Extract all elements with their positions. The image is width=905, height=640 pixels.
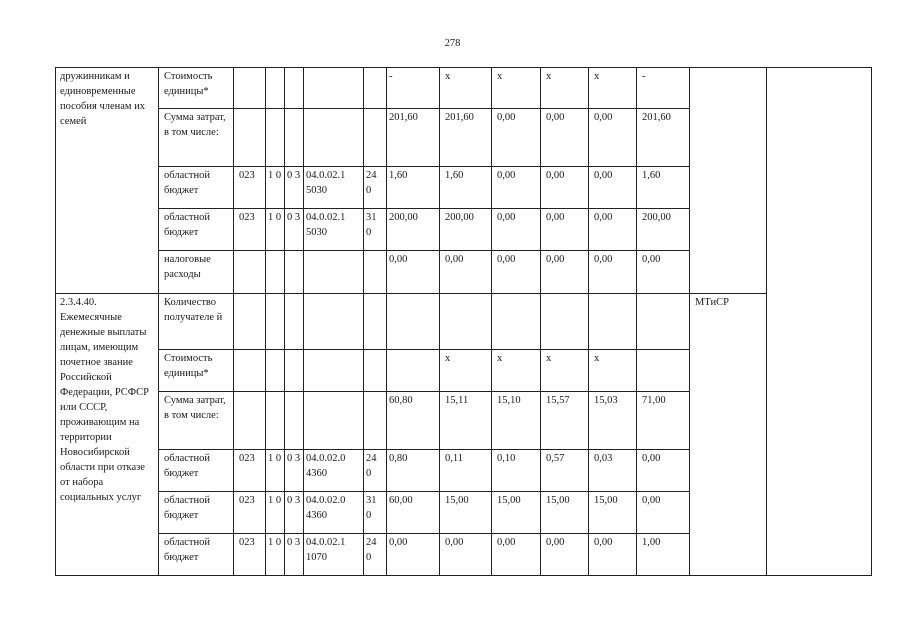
target-article-cell [304, 392, 364, 450]
year2-cell: 0,00 [492, 167, 541, 209]
year5-cell: 1,00 [637, 534, 690, 576]
indicator-cell: областной бюджет [159, 534, 234, 576]
year2-cell: x [492, 350, 541, 392]
subsection-cell: 0 3 [285, 492, 304, 534]
indicator-cell: Сумма затрат, в том числе: [159, 109, 234, 167]
indicator-cell: налоговые расходы [159, 251, 234, 294]
expense-type-cell: 24 0 [364, 450, 387, 492]
year3-cell: 0,00 [541, 251, 589, 294]
subsection-cell [285, 251, 304, 294]
year2-cell: 15,00 [492, 492, 541, 534]
year2-cell: 0,00 [492, 251, 541, 294]
year1-cell: 0,00 [440, 251, 492, 294]
total-cell [387, 294, 440, 350]
year3-cell: 15,00 [541, 492, 589, 534]
year3-cell: 0,57 [541, 450, 589, 492]
year3-cell: 0,00 [541, 109, 589, 167]
year4-cell: 0,00 [589, 534, 637, 576]
table-row [56, 68, 872, 109]
total-cell: 201,60 [387, 109, 440, 167]
indicator-cell: областной бюджет [159, 209, 234, 251]
year5-cell: 200,00 [637, 209, 690, 251]
expense-type-cell [364, 294, 387, 350]
year1-cell: 200,00 [440, 209, 492, 251]
year1-cell [440, 294, 492, 350]
year5-cell [637, 350, 690, 392]
grbs-cell [234, 294, 266, 350]
measure-name-cell: дружинникам и единовременные пособия членам их семей [56, 68, 159, 294]
year4-cell: x [589, 68, 637, 109]
year2-cell: 0,10 [492, 450, 541, 492]
table-body [56, 68, 872, 576]
grbs-cell: 023 [234, 209, 266, 251]
grbs-cell [234, 350, 266, 392]
year1-cell: 1,60 [440, 167, 492, 209]
year2-cell: x [492, 68, 541, 109]
subsection-cell [285, 392, 304, 450]
total-cell [387, 350, 440, 392]
year3-cell: 0,00 [541, 209, 589, 251]
year1-cell: 201,60 [440, 109, 492, 167]
total-cell: 0,80 [387, 450, 440, 492]
year5-cell [637, 294, 690, 350]
section-cell [266, 109, 285, 167]
subsection-cell: 0 3 [285, 167, 304, 209]
year4-cell: 0,00 [589, 109, 637, 167]
year3-cell: 15,57 [541, 392, 589, 450]
measure-name-cell: 2.3.4.40. Ежемесячные денежные выплаты лицам, имеющим почетное звание Российской Федерации, РСФСР или СССР, проживающим на территории Новосибирской области при отказе от набора социальных услуг [56, 294, 159, 576]
year1-cell: x [440, 68, 492, 109]
year5-cell: 71,00 [637, 392, 690, 450]
grbs-cell [234, 68, 266, 109]
year3-cell: 0,00 [541, 534, 589, 576]
target-article-cell: 04.0.02.0 4360 [304, 492, 364, 534]
target-article-cell [304, 109, 364, 167]
expense-type-cell [364, 392, 387, 450]
indicator-cell: Количество получателе й [159, 294, 234, 350]
subsection-cell: 0 3 [285, 534, 304, 576]
year2-cell: 15,10 [492, 392, 541, 450]
indicator-cell: Стоимость единицы* [159, 68, 234, 109]
grbs-cell: 023 [234, 534, 266, 576]
year3-cell: x [541, 350, 589, 392]
indicator-cell: Стоимость единицы* [159, 350, 234, 392]
year5-cell: - [637, 68, 690, 109]
grbs-cell [234, 392, 266, 450]
expense-type-cell [364, 251, 387, 294]
year1-cell: 0,00 [440, 534, 492, 576]
expense-type-cell [364, 68, 387, 109]
year4-cell: 15,00 [589, 492, 637, 534]
total-cell: 1,60 [387, 167, 440, 209]
year1-cell: 15,00 [440, 492, 492, 534]
year5-cell: 1,60 [637, 167, 690, 209]
indicator-cell: Сумма затрат, в том числе: [159, 392, 234, 450]
target-article-cell [304, 294, 364, 350]
year4-cell [589, 294, 637, 350]
subsection-cell [285, 68, 304, 109]
expense-type-cell [364, 109, 387, 167]
indicator-cell: областной бюджет [159, 167, 234, 209]
year5-cell: 0,00 [637, 492, 690, 534]
grbs-cell: 023 [234, 492, 266, 534]
section-cell [266, 294, 285, 350]
year1-cell: x [440, 350, 492, 392]
subsection-cell [285, 350, 304, 392]
indicator-cell: областной бюджет [159, 492, 234, 534]
section-cell: 1 0 [266, 450, 285, 492]
table-row [56, 294, 872, 350]
total-cell: 60,00 [387, 492, 440, 534]
year4-cell: x [589, 350, 637, 392]
executor-cell [690, 68, 767, 294]
grbs-cell [234, 251, 266, 294]
notes-cell [767, 68, 872, 576]
year3-cell: 0,00 [541, 167, 589, 209]
total-cell: - [387, 68, 440, 109]
year2-cell: 0,00 [492, 534, 541, 576]
total-cell: 200,00 [387, 209, 440, 251]
subsection-cell [285, 109, 304, 167]
year2-cell: 0,00 [492, 209, 541, 251]
target-article-cell [304, 68, 364, 109]
expense-type-cell [364, 350, 387, 392]
section-cell [266, 251, 285, 294]
section-cell [266, 350, 285, 392]
year3-cell: x [541, 68, 589, 109]
section-cell: 1 0 [266, 492, 285, 534]
target-article-cell: 04.0.02.1 5030 [304, 167, 364, 209]
page-number: 278 [444, 38, 461, 49]
expense-type-cell: 24 0 [364, 167, 387, 209]
budget-table [55, 67, 872, 576]
expense-type-cell: 31 0 [364, 209, 387, 251]
target-article-cell [304, 350, 364, 392]
target-article-cell: 04.0.02.1 1070 [304, 534, 364, 576]
grbs-cell [234, 109, 266, 167]
section-cell: 1 0 [266, 209, 285, 251]
year4-cell: 0,00 [589, 209, 637, 251]
subsection-cell: 0 3 [285, 209, 304, 251]
subsection-cell: 0 3 [285, 450, 304, 492]
indicator-cell: областной бюджет [159, 450, 234, 492]
year1-cell: 0,11 [440, 450, 492, 492]
executor-cell: МТиСР [690, 294, 767, 576]
section-cell: 1 0 [266, 167, 285, 209]
target-article-cell: 04.0.02.0 4360 [304, 450, 364, 492]
expense-type-cell: 31 0 [364, 492, 387, 534]
target-article-cell: 04.0.02.1 5030 [304, 209, 364, 251]
grbs-cell: 023 [234, 167, 266, 209]
section-cell: 1 0 [266, 534, 285, 576]
year1-cell: 15,11 [440, 392, 492, 450]
total-cell: 60,80 [387, 392, 440, 450]
year2-cell: 0,00 [492, 109, 541, 167]
year5-cell: 0,00 [637, 251, 690, 294]
section-cell [266, 68, 285, 109]
total-cell: 0,00 [387, 534, 440, 576]
year2-cell [492, 294, 541, 350]
total-cell: 0,00 [387, 251, 440, 294]
year4-cell: 0,03 [589, 450, 637, 492]
year4-cell: 0,00 [589, 251, 637, 294]
year4-cell: 15,03 [589, 392, 637, 450]
expense-type-cell: 24 0 [364, 534, 387, 576]
year5-cell: 201,60 [637, 109, 690, 167]
year4-cell: 0,00 [589, 167, 637, 209]
year5-cell: 0,00 [637, 450, 690, 492]
section-cell [266, 392, 285, 450]
subsection-cell [285, 294, 304, 350]
target-article-cell [304, 251, 364, 294]
grbs-cell: 023 [234, 450, 266, 492]
year3-cell [541, 294, 589, 350]
